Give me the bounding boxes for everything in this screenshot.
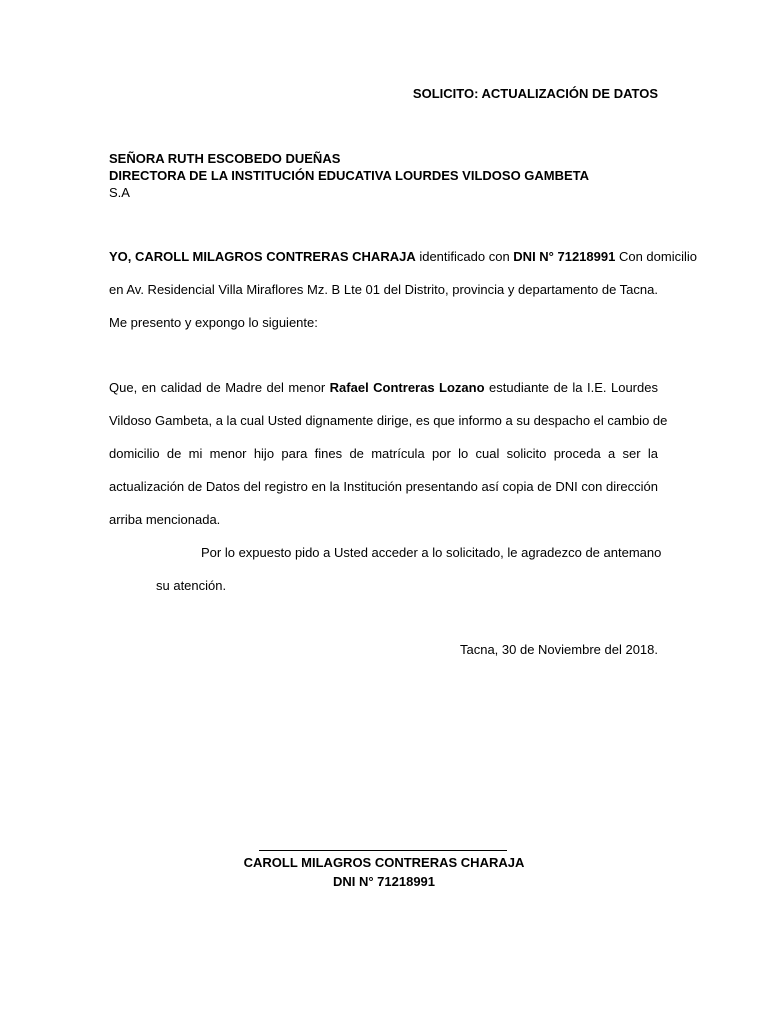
addressee-title: DIRECTORA DE LA INSTITUCIÓN EDUCATIVA LOURDES VILDOSO GAMBETA [109,168,590,183]
body-text-a: Que, en calidad de Madre del menor [109,380,330,395]
requester-name: YO, CAROLL MILAGROS CONTRERAS CHARAJA [109,249,416,264]
closing-line-1: Por lo expuesto pido a Usted acceder a lo solicitado, le agradezco de antemano [201,545,662,560]
place-date: Tacna, 30 de Noviembre del 2018. [459,642,658,657]
intro-text-end: Con domicilio [615,249,697,264]
addressee-name: SEÑORA RUTH ESCOBEDO DUEÑAS [109,151,341,166]
body-line-3: domicilio de mi menor hijo para fines de matrícula por lo cual solicito proceda a ser la [109,446,658,461]
body-line-5: arriba mencionada. [109,512,221,527]
body-text-b: estudiante de la I.E. Lourdes [484,380,658,395]
intro-text-mid: identificado con [415,249,514,264]
signature-line [259,850,507,851]
closing-line-2: su atención. [156,578,227,593]
body-line-4: actualización de Datos del registro en la Institución presentando así copia de DNI con dirección [109,479,658,494]
intro-line-2: en Av. Residencial Villa Miraflores Mz. B Lte 01 del Distrito, provincia y departamento de Tacna. [109,282,658,297]
body-line-2: Vildoso Gambeta, a la cual Usted dignamente dirige, es que informo a su despacho el cambio de [109,413,668,428]
subject-line: SOLICITO: ACTUALIZACIÓN DE DATOS [412,86,658,101]
addressee-salutation: S.A [109,185,130,200]
intro-line-3: Me presento y expongo lo siguiente: [109,315,318,330]
requester-dni: DNI N° 71218991 [513,249,616,264]
intro-line-1 [109,249,697,264]
signature-name: CAROLL MILAGROS CONTRERAS CHARAJA [243,855,525,870]
child-name: Rafael Contreras Lozano [329,380,485,395]
signature-dni: DNI N° 71218991 [332,874,436,889]
body-line-1 [109,380,658,395]
